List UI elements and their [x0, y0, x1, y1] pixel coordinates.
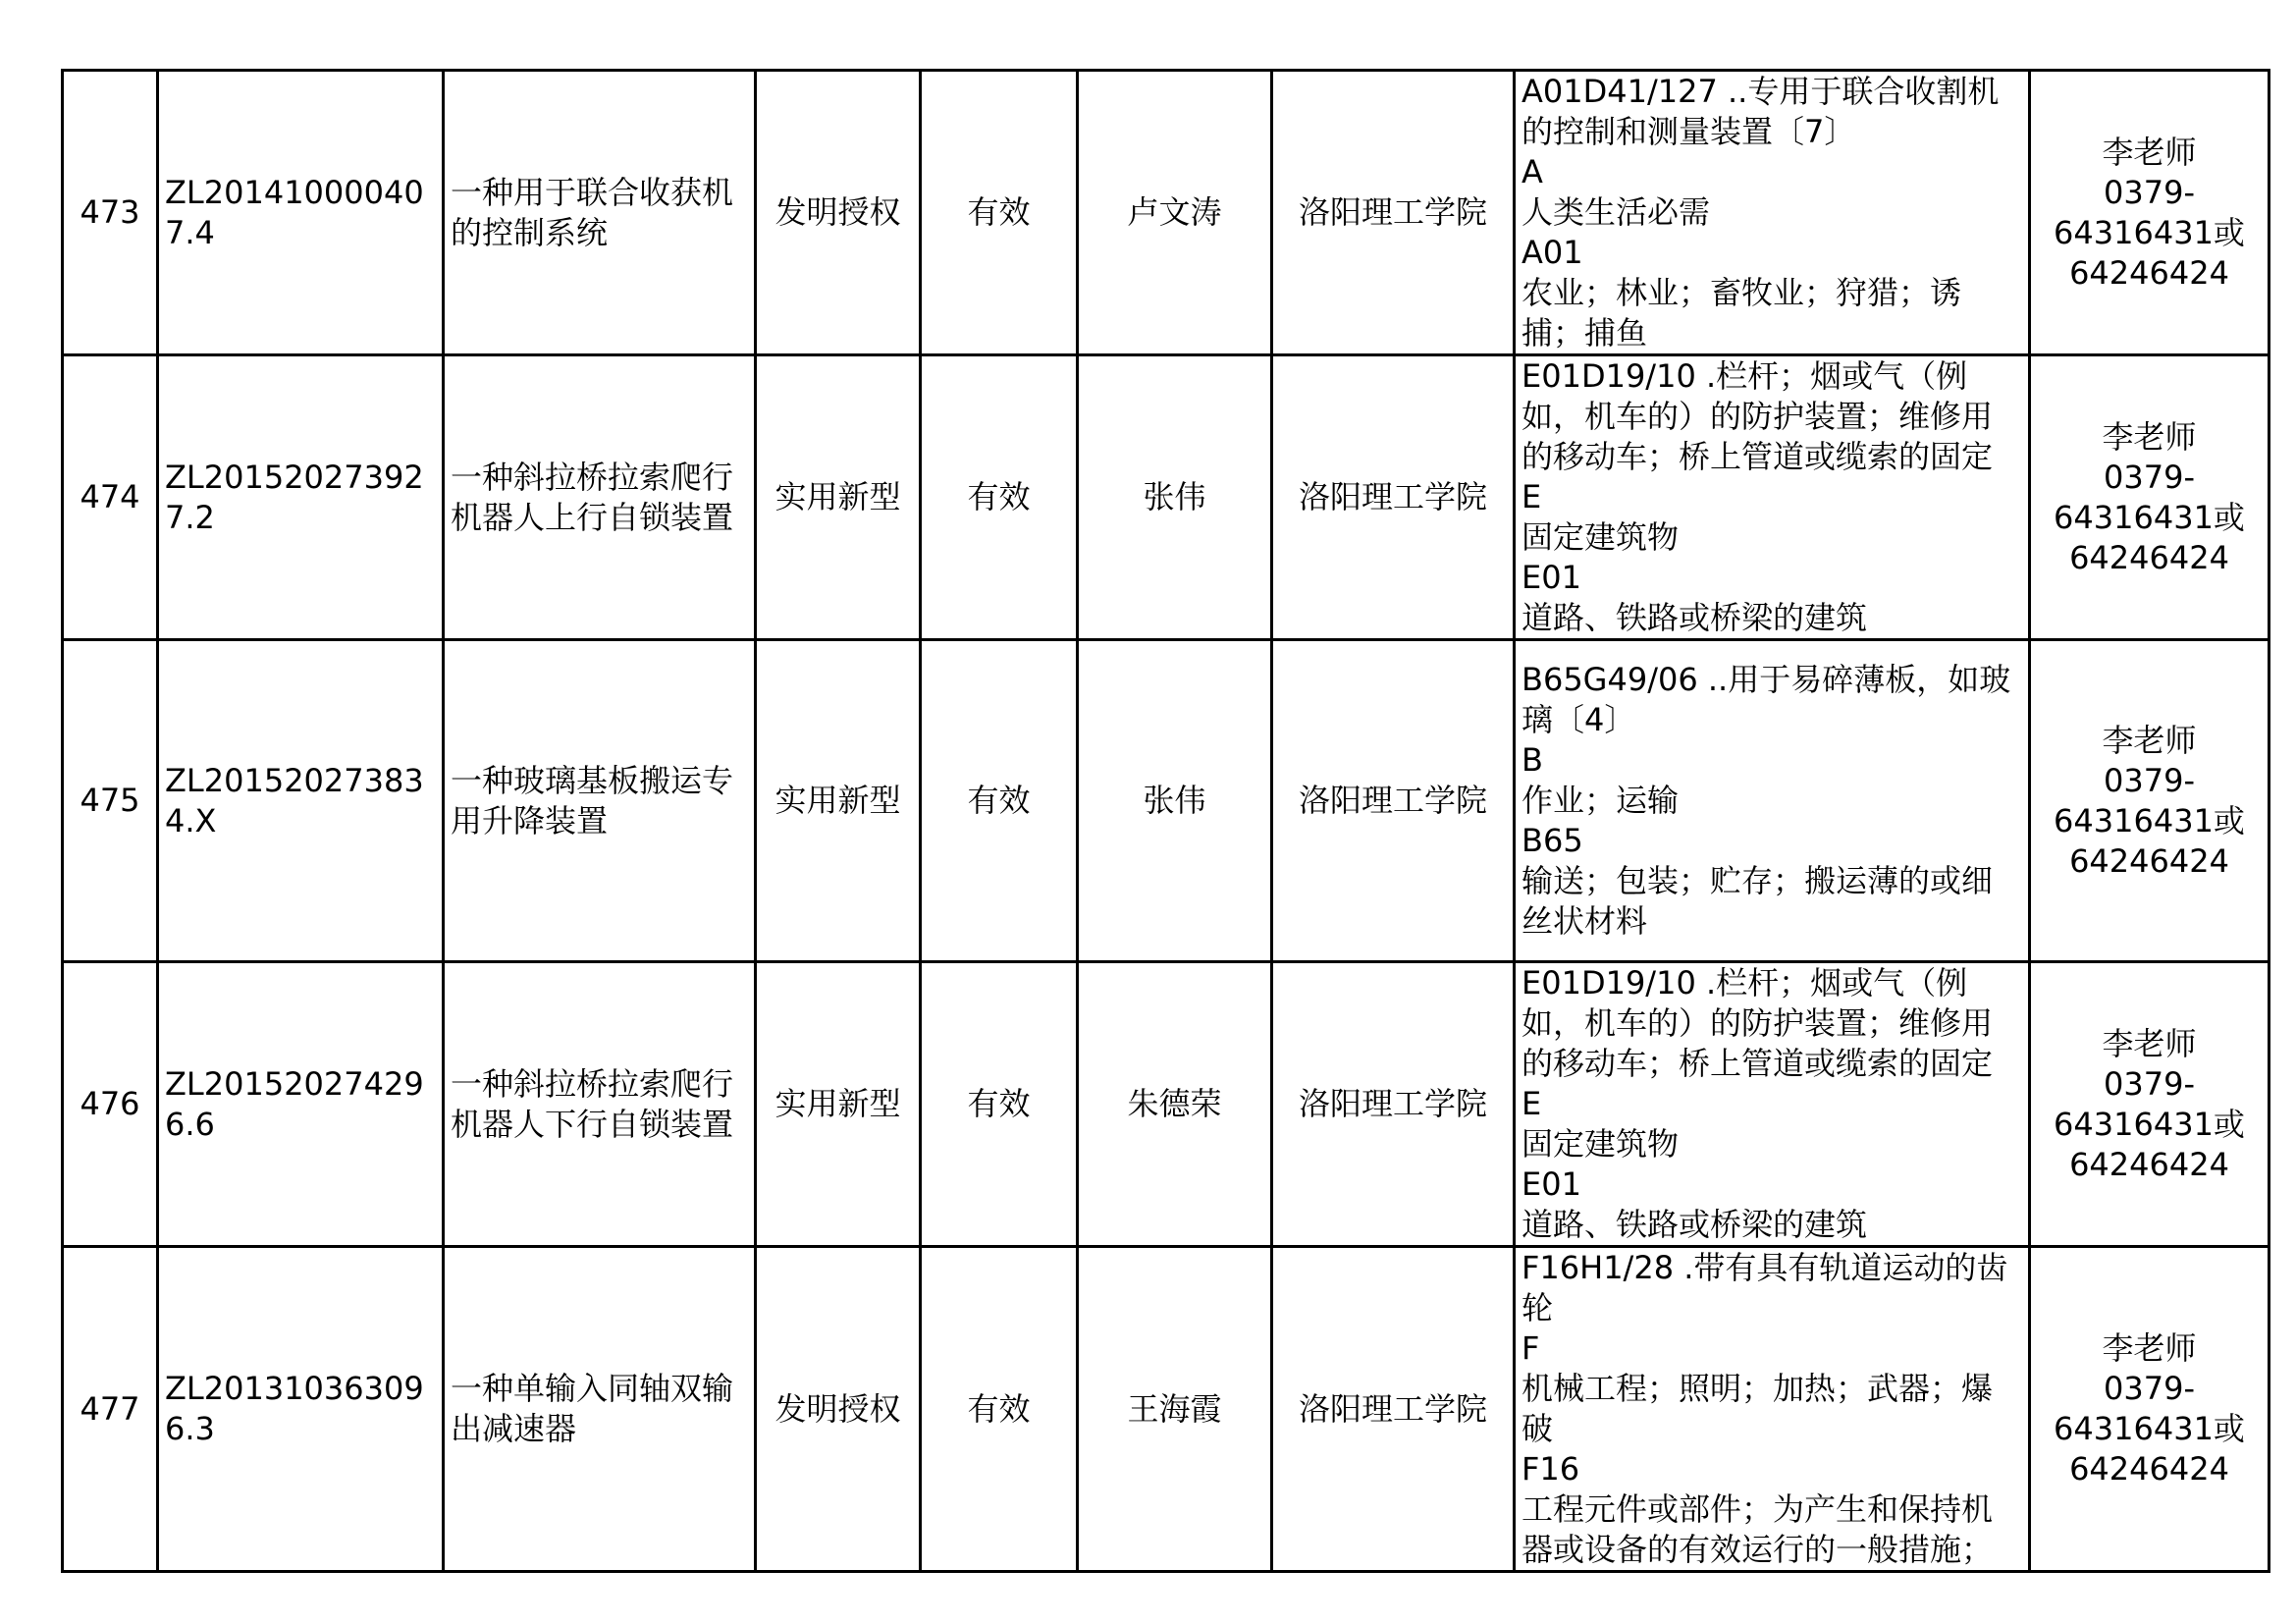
ipc-line: 输送；包装；贮存；搬运薄的或细丝状材料: [1522, 862, 1994, 940]
ipc-classification: [1515, 355, 2030, 640]
ipc-classification: [1515, 71, 2030, 355]
ipc-line: E: [1522, 1085, 1542, 1122]
ipc-line: 作业；运输: [1522, 782, 1680, 819]
ipc-line: B65G49/06 ..用于易碎薄板，如玻璃〔4〕: [1522, 661, 2011, 738]
legal-status: 有效: [921, 71, 1078, 355]
patent-title: 一种玻璃基板搬运专用升降装置: [444, 640, 756, 962]
ipc-line: F: [1522, 1329, 1540, 1367]
ipc-line: F16: [1522, 1450, 1580, 1488]
contact-line: 李老师: [2102, 721, 2197, 759]
legal-status: 有效: [921, 640, 1078, 962]
ipc-line: A01: [1522, 234, 1583, 271]
ipc-line: 道路、铁路或桥梁的建筑: [1522, 1206, 1868, 1243]
patent-type: 发明授权: [756, 71, 921, 355]
patent-number: ZL201310363096.3: [158, 1247, 444, 1572]
contact-line: 64316431或: [2054, 498, 2245, 536]
contact-line: 64246424: [2069, 538, 2229, 576]
ipc-line: E01D19/10 .栏杆；烟或气（例如，机车的）的防护装置；维修用的移动车；桥上管道或缆索的固定: [1522, 357, 1994, 475]
inventor-name: 卢文涛: [1078, 71, 1272, 355]
patent-number: ZL201520273834.X: [158, 640, 444, 962]
table-row: [63, 962, 2269, 1247]
patent-rows: [63, 71, 2269, 1572]
legal-status: 有效: [921, 355, 1078, 640]
ipc-classification: [1515, 640, 2030, 962]
contact-line: 0379-: [2104, 1370, 2195, 1407]
contact-info: [2030, 962, 2269, 1247]
patent-type: 发明授权: [756, 1247, 921, 1572]
legal-status: 有效: [921, 1247, 1078, 1572]
ipc-line: 工程元件或部件；为产生和保持机器或设备的有效运行的一般措施；: [1522, 1490, 1994, 1568]
ipc-line: E01D19/10 .栏杆；烟或气（例如，机车的）的防护装置；维修用的移动车；桥上管道或缆索的固定: [1522, 964, 1994, 1082]
inventor-name: 王海霞: [1078, 1247, 1272, 1572]
contact-line: 64316431或: [2054, 213, 2245, 251]
row-index: 473: [63, 71, 158, 355]
contact-line: 64316431或: [2054, 801, 2245, 839]
ipc-line: 固定建筑物: [1522, 1125, 1680, 1163]
row-index: 476: [63, 962, 158, 1247]
legal-status: 有效: [921, 962, 1078, 1247]
applicant-org: 洛阳理工学院: [1272, 640, 1515, 962]
patent-number: ZL201520273927.2: [158, 355, 444, 640]
contact-line: 64316431或: [2054, 1105, 2245, 1143]
contact-line: 0379-: [2104, 173, 2195, 211]
table-row: [63, 640, 2269, 962]
ipc-line: 道路、铁路或桥梁的建筑: [1522, 599, 1868, 636]
contact-line: 64246424: [2069, 841, 2229, 880]
contact-line: 李老师: [2102, 1329, 2197, 1367]
applicant-org: 洛阳理工学院: [1272, 1247, 1515, 1572]
row-index: 474: [63, 355, 158, 640]
ipc-line: E01: [1522, 1165, 1581, 1203]
contact-info: [2030, 1247, 2269, 1572]
table-row: [63, 71, 2269, 355]
ipc-line: 机械工程；照明；加热；武器；爆破: [1522, 1370, 1994, 1447]
ipc-line: F16H1/28 .带有具有轨道运动的齿轮: [1522, 1249, 2008, 1326]
ipc-line: B65: [1522, 822, 1583, 859]
patent-type: 实用新型: [756, 640, 921, 962]
contact-info: [2030, 640, 2269, 962]
contact-line: 64316431或: [2054, 1410, 2245, 1447]
ipc-line: A: [1522, 153, 1543, 190]
contact-line: 64246424: [2069, 1450, 2229, 1488]
patent-title: 一种斜拉桥拉索爬行机器人上行自锁装置: [444, 355, 756, 640]
contact-info: [2030, 71, 2269, 355]
ipc-classification: [1515, 962, 2030, 1247]
contact-line: 李老师: [2102, 417, 2197, 456]
patent-type: 实用新型: [756, 962, 921, 1247]
row-index: 477: [63, 1247, 158, 1572]
contact-line: 0379-: [2104, 458, 2195, 496]
patent-number: ZL201520274296.6: [158, 962, 444, 1247]
applicant-org: 洛阳理工学院: [1272, 355, 1515, 640]
contact-line: 李老师: [2102, 1024, 2197, 1062]
patent-title: 一种用于联合收获机的控制系统: [444, 71, 756, 355]
ipc-line: E: [1522, 478, 1542, 515]
inventor-name: 朱德荣: [1078, 962, 1272, 1247]
applicant-org: 洛阳理工学院: [1272, 71, 1515, 355]
table-row: [63, 1247, 2269, 1572]
patent-title: 一种斜拉桥拉索爬行机器人下行自锁装置: [444, 962, 756, 1247]
contact-line: 李老师: [2102, 133, 2197, 171]
row-index: 475: [63, 640, 158, 962]
patent-type: 实用新型: [756, 355, 921, 640]
ipc-line: 人类生活必需: [1522, 193, 1711, 231]
ipc-line: A01D41/127 ..专用于联合收割机的控制和测量装置〔7〕: [1522, 73, 2000, 150]
contact-info: [2030, 355, 2269, 640]
contact-line: 64246424: [2069, 253, 2229, 292]
ipc-line: 农业；林业；畜牧业；狩猎；诱捕；捕鱼: [1522, 274, 1962, 352]
contact-line: 64246424: [2069, 1145, 2229, 1183]
ipc-line: E01: [1522, 559, 1581, 596]
inventor-name: 张伟: [1078, 355, 1272, 640]
table-row: [63, 355, 2269, 640]
ipc-classification: [1515, 1247, 2030, 1572]
patent-table: [61, 69, 2270, 1573]
patent-number: ZL201410000407.4: [158, 71, 444, 355]
applicant-org: 洛阳理工学院: [1272, 962, 1515, 1247]
ipc-line: B: [1522, 741, 1543, 779]
contact-line: 0379-: [2104, 1064, 2195, 1103]
ipc-line: 固定建筑物: [1522, 518, 1680, 556]
contact-line: 0379-: [2104, 761, 2195, 799]
inventor-name: 张伟: [1078, 640, 1272, 962]
patent-title: 一种单输入同轴双输出减速器: [444, 1247, 756, 1572]
